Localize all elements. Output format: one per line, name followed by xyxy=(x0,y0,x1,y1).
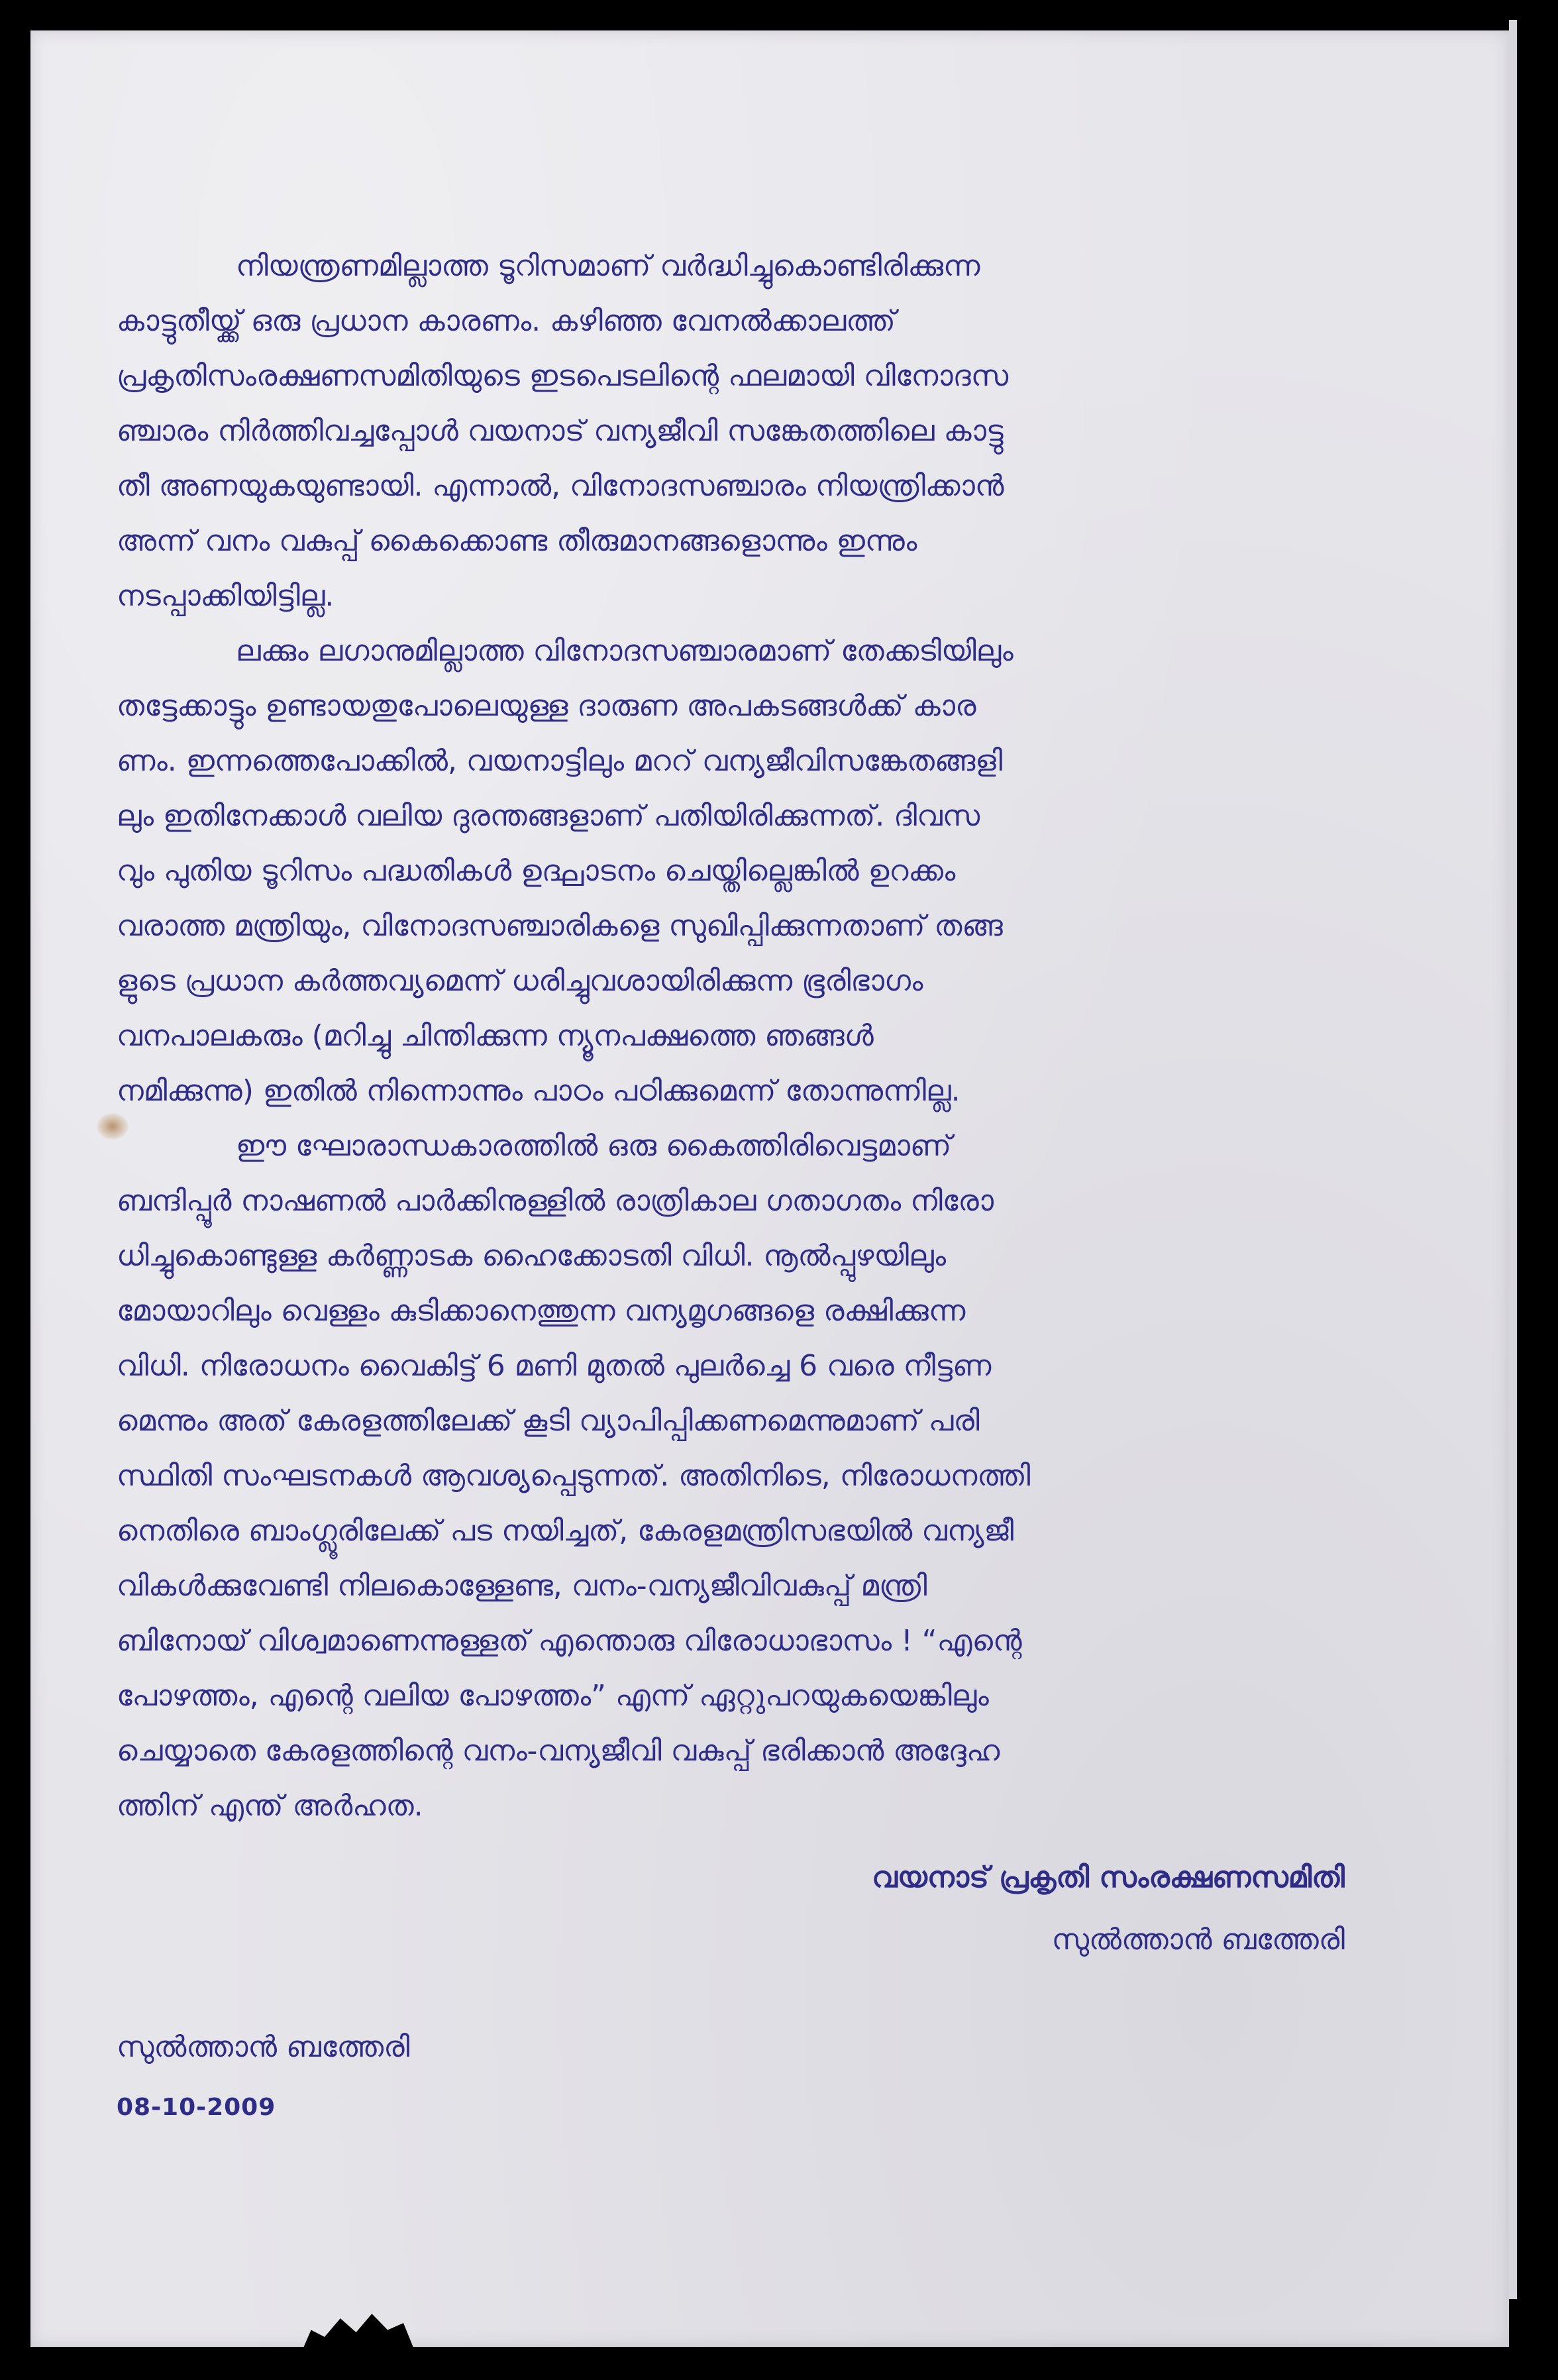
text-line: ത്തിന് എന്ത് അർഹത. xyxy=(117,1789,423,1823)
text-line: ബിനോയ് വിശ്വമാണെന്നുള്ളത് എന്തൊരു വിരോധാഭാസം ! “എന്റെ xyxy=(117,1624,1022,1658)
signature-place: സുൽത്താൻ ബത്തേരി xyxy=(1051,1923,1345,1957)
text-line: വിധി. നിരോധനം വൈകിട്ട് 6 മണി മുതൽ പുലർച്ചെ 6 വരെ നീട്ടണ xyxy=(117,1349,992,1383)
text-line: വരാത്ത മന്ത്രിയും, വിനോദസഞ്ചാരികളെ സുഖിപ്പിക്കുന്നതാണ് തങ്ങ xyxy=(117,909,1003,943)
text-line: ചെയ്യാതെ കേരളത്തിന്റെ വനം-വന്യജീവി വകുപ്പ് ഭരിക്കാൻ അദ്ദേഹ xyxy=(117,1734,1000,1768)
footer-date: 08-10-2009 xyxy=(117,2094,276,2121)
text-line: ബന്ദിപ്പൂർ നാഷണൽ പാർക്കിനുള്ളിൽ രാത്രികാല ഗതാഗതം നിരോ xyxy=(117,1184,994,1218)
text-line: നടപ്പാക്കിയിട്ടില്ല. xyxy=(117,579,335,613)
text-line: നമിക്കുന്നു) ഇതിൽ നിന്നൊന്നും പാഠം പഠിക്കുമെന്ന് തോന്നുന്നില്ല. xyxy=(117,1074,961,1108)
text-line: ഈ ഘോരാന്ധകാരത്തിൽ ഒരു കൈത്തിരിവെട്ടമാണ് xyxy=(236,1129,952,1163)
signature-organization: വയനാട് പ്രകൃതി സംരക്ഷണസമിതി xyxy=(872,1861,1345,1894)
text-line: തീ അണയുകയുണ്ടായി. എന്നാൽ, വിനോദസഞ്ചാരം നിയന്ത്രിക്കാൻ xyxy=(117,469,1004,503)
paragraph-1 xyxy=(117,239,1365,623)
text-line: ധിച്ചുകൊണ്ടുള്ള കർണ്ണാടക ഹൈക്കോടതി വിധി. നൂൽപ്പുഴയിലും xyxy=(117,1239,947,1273)
paragraph-2 xyxy=(117,623,1365,1118)
footer-place: സുൽത്താൻ ബത്തേരി xyxy=(117,2030,410,2064)
text-line: സ്ഥിതി സംഘടനകൾ ആവശ്യപ്പെടുന്നത്. അതിനിടെ, നിരോധനത്തി xyxy=(117,1459,1031,1493)
text-line: വും പുതിയ ടൂറിസം പദ്ധതികൾ ഉദ്ഘാടനം ചെയ്തില്ലെങ്കിൽ ഉറക്കം xyxy=(117,854,956,888)
text-line: വനപാലകരും (മറിച്ചു ചിന്തിക്കുന്ന ന്യൂനപക്ഷത്തെ ഞങ്ങൾ xyxy=(117,1019,874,1053)
text-line: ണം. ഇന്നത്തെപോക്കിൽ, വയനാട്ടിലും മററ് വന്യജീവിസങ്കേതങ്ങളി xyxy=(117,744,1003,778)
text-line: ലക്കും ലഗാനുമില്ലാത്ത വിനോദസഞ്ചാരമാണ് തേക്കടിയിലും xyxy=(236,634,1013,668)
text-line: നെതിരെ ബാംഗ്ലൂരിലേക്ക് പട നയിച്ചത്, കേരളമന്ത്രിസഭയിൽ വന്യജീ xyxy=(117,1514,1014,1548)
text-line: മോയാറിലും വെള്ളം കുടിക്കാനെത്തുന്ന വന്യമൃഗങ്ങളെ രക്ഷിക്കുന്ന xyxy=(117,1294,966,1328)
text-line: തട്ടേക്കാട്ടും ഉണ്ടായതുപോലെയുള്ള ദാരുണ അപകടങ്ങൾക്ക് കാര xyxy=(117,689,976,723)
text-line: ലും ഇതിനേക്കാൾ വലിയ ദുരന്തങ്ങളാണ് പതിയിരിക്കുന്നത്. ദിവസ xyxy=(117,799,980,833)
text-line: അന്ന് വനം വകുപ്പ് കൈക്കൊണ്ട തീരുമാനങ്ങളൊന്നും ഇന്നും xyxy=(117,524,917,558)
text-line: ഞ്ചാരം നിർത്തിവച്ചപ്പോൾ വയനാട് വന്യജീവി സങ്കേതത്തിലെ കാട്ടു xyxy=(117,414,1004,448)
text-line: നിയന്ത്രണമില്ലാത്ത ടൂറിസമാണ് വർദ്ധിച്ചുകൊണ്ടിരിക്കുന്ന xyxy=(236,249,980,283)
text-line: പോഴത്തം, എന്റെ വലിയ പോഴത്തം” എന്ന് ഏറ്റുപറയുകയെങ്കിലും xyxy=(117,1679,989,1713)
text-line: വികൾക്കുവേണ്ടി നിലകൊള്ളേണ്ട, വനം-വന്യജീവിവകുപ്പ് മന്ത്രി xyxy=(117,1569,927,1603)
text-line: പ്രകൃതിസംരക്ഷണസമിതിയുടെ ഇടപെടലിന്റെ ഫലമായി വിനോദസ xyxy=(117,359,1009,393)
paragraph-3 xyxy=(117,1118,1365,1833)
torn-edge xyxy=(302,2304,415,2347)
text-line: ളുടെ പ്രധാന കർത്തവ്യമെന്ന് ധരിച്ചുവശായിരിക്കുന്ന ഭൂരിഭാഗം xyxy=(117,964,923,998)
page-edge-sliver xyxy=(1509,20,1517,2299)
text-line: മെന്നും അത് കേരളത്തിലേക്ക് കൂടി വ്യാപിപ്പിക്കണമെന്നുമാണ് പരി xyxy=(117,1404,980,1438)
letter-body xyxy=(117,239,1365,1833)
text-line: കാട്ടുതീയ്ക്ക് ഒരു പ്രധാന കാരണം. കഴിഞ്ഞ വേനൽക്കാലത്ത് xyxy=(117,304,896,338)
